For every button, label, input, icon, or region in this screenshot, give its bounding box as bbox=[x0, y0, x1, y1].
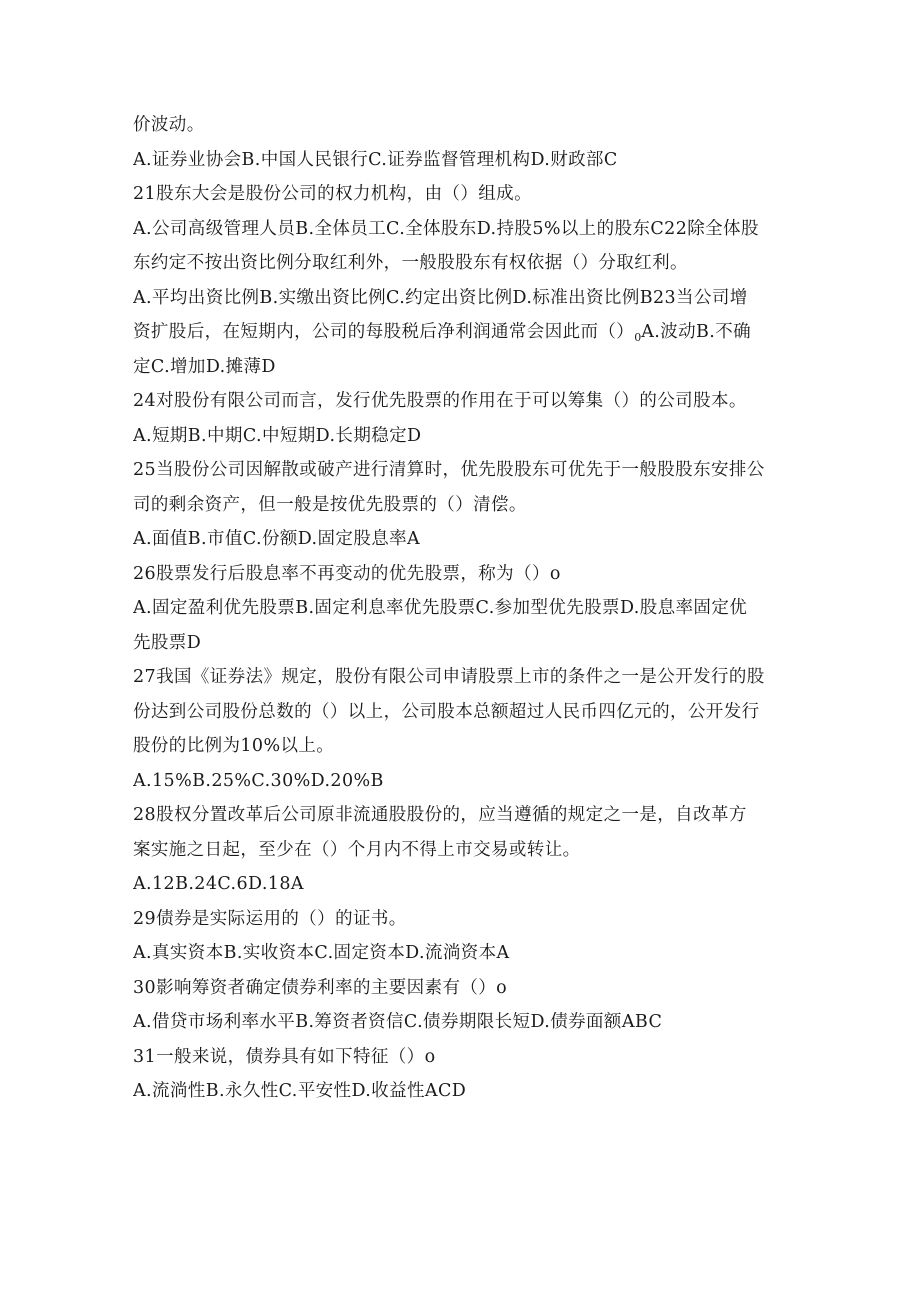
question-line: 31一般来说，债券具有如下特征（）o bbox=[133, 1046, 436, 1067]
subscript-text: 0 bbox=[634, 331, 642, 344]
question-line: 司的剩余资产，但一般是按优先股票的（）清偿。 bbox=[133, 494, 527, 515]
answer-options: A.流淌性B.永久性C.平安性D.收益性ACD bbox=[133, 1081, 467, 1101]
question-line: 25当股份公司因解散或破产进行清算时，优先股股东可优先于一般股股东安排公 bbox=[133, 460, 765, 480]
answer-options: A.证券业协会B.中国人民银行C.证券监督管理机构D.财政部C bbox=[133, 149, 618, 170]
answer-options: A.固定盈利优先股票B.固定利息率优先股票C.参加型优先股票D.股息率固定优 bbox=[133, 598, 748, 618]
question-line: 30影响筹资者确定债券利率的主要因素有（）o bbox=[133, 977, 508, 998]
document-body bbox=[133, 108, 788, 1109]
text-line: 价波动。 bbox=[133, 115, 205, 135]
question-line: 24对股份有限公司而言，发行优先股票的作用在于可以筹集（）的公司股本。 bbox=[133, 391, 747, 411]
question-line: 份达到公司股份总数的（）以上，公司股本总额超过人民币四亿元的，公开发行 bbox=[133, 701, 760, 722]
question-line: 东约定不按出资比例分取红利外，一般股股东有权依据（）分取红利。 bbox=[133, 253, 688, 273]
question-line: 案实施之日起，至少在（）个月内不得上市交易或转让。 bbox=[133, 839, 581, 860]
question-line: 26股票发行后股息率不再变动的优先股票，称为（）o bbox=[133, 563, 561, 584]
answer-options: A.真实资本B.实收资本C.固定资本D.流淌资本A bbox=[133, 943, 510, 963]
text-segment: A.波动B.不确 bbox=[641, 322, 752, 342]
answer-options: A.借贷市场利率水平B.筹资者资信C.债券期限长短D.债券面额ABC bbox=[133, 1012, 663, 1032]
question-line: 股份的比例为10%以上。 bbox=[133, 736, 335, 756]
question-line: 28股权分置改革后公司原非流通股股份的，应当遵循的规定之一是，自改革方 bbox=[133, 805, 747, 825]
answer-options: A.公司高级管理人员B.全体员工C.全体股东D.持股5%以上的股东C22除全体股 bbox=[133, 218, 759, 239]
answer-options: A.短期B.中期C.中短期D.长期稳定D bbox=[133, 425, 422, 446]
answer-options: A.平均出资比例B.实缴出资比例C.约定出资比例D.标准出资比例B23当公司增 bbox=[133, 287, 748, 308]
answer-options: A.15%B.25%C.30%D.20%B bbox=[133, 770, 384, 791]
answer-options: A.面值B.市值C.份额D.固定股息率A bbox=[133, 529, 421, 549]
text-segment: 资扩股后，在短期内，公司的每股税后净利润通常会因此而（） bbox=[133, 322, 635, 342]
question-line bbox=[133, 315, 788, 350]
question-line: 29债券是实际运用的（）的证书。 bbox=[133, 908, 407, 929]
question-line: 21股东大会是股份公司的权力机构，由（）组成。 bbox=[133, 184, 532, 204]
answer-options: 定C.增加D.摊薄D bbox=[133, 356, 276, 377]
answer-options: A.12B.24C.6D.18A bbox=[133, 874, 304, 894]
answer-options: 先股票D bbox=[133, 632, 202, 653]
question-line: 27我国《证券法》规定，股份有限公司申请股票上市的条件之一是公开发行的股 bbox=[133, 667, 765, 687]
